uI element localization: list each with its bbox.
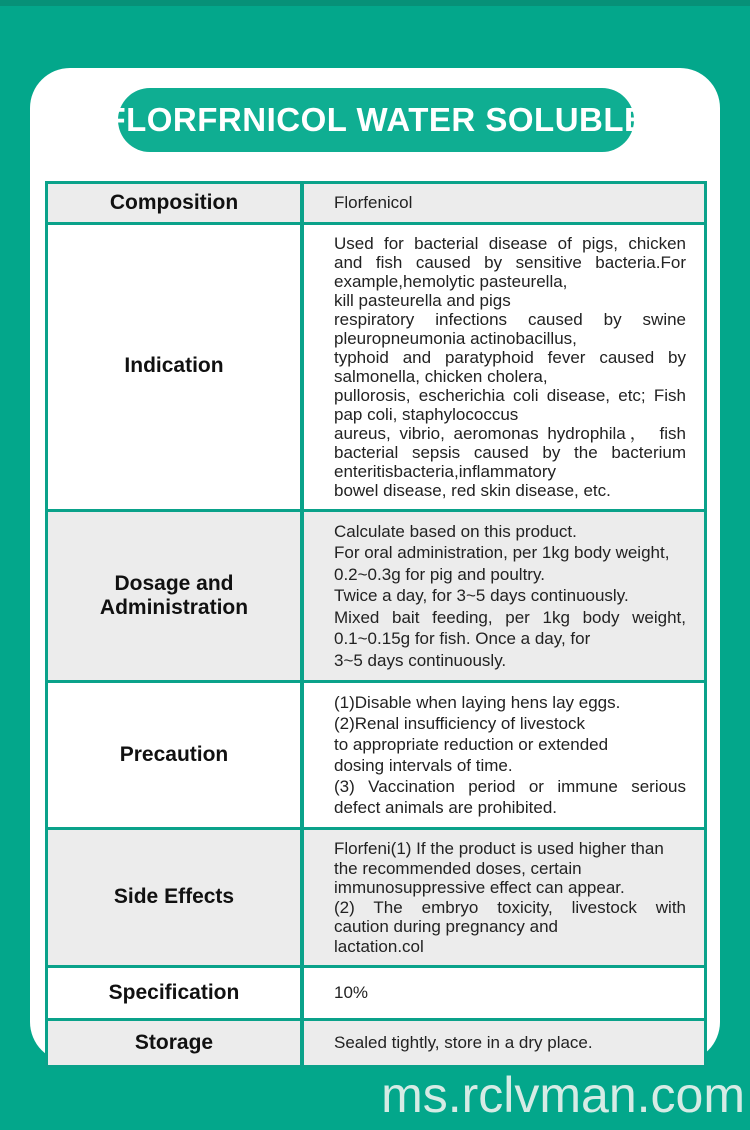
table-row-indication — [48, 225, 704, 509]
text-line: kill pasteurella and pigs — [334, 290, 511, 310]
text-line: to appropriate reduction or extended — [334, 735, 609, 754]
row-value-side-effects — [304, 830, 704, 965]
text-line: Used for bacterial disease of pigs, chicken — [334, 233, 686, 253]
spec-table — [45, 181, 707, 1068]
text-line: 0.1~0.15g for fish. Once a day, for — [334, 629, 591, 648]
text-line: Florfeni(1) If the product is used higher than — [334, 839, 664, 858]
text-line: aureus, vibrio, aeromonas hydrophila， fish — [334, 423, 686, 443]
row-value-storage — [304, 1021, 704, 1065]
title-banner — [105, 88, 647, 152]
text-line: Calculate based on this product. — [334, 521, 577, 541]
text-line: defect animals are prohibited. — [334, 798, 558, 817]
table-row-composition — [48, 184, 704, 222]
text-line: bacterial sepsis caused by the bacterium — [334, 442, 686, 462]
text-line: Sealed tightly, store in a dry place. — [334, 1033, 593, 1053]
top-accent-strip — [0, 0, 750, 6]
text-line: typhoid and paratyphoid fever caused by — [334, 347, 686, 367]
row-label-indication: Indication — [48, 225, 300, 509]
text-line: example,hemolytic pasteurella, — [334, 271, 568, 291]
text-line: Florfenicol — [334, 193, 413, 212]
text-line: dosing intervals of time. — [334, 756, 513, 775]
row-value-indication — [304, 225, 704, 509]
text-line: immunosuppressive effect can appear. — [334, 878, 625, 897]
text-line: respiratory infections caused by swine — [334, 309, 686, 329]
text-line: (3) Vaccination period or immune serious — [334, 777, 686, 796]
row-value-specification — [304, 968, 704, 1018]
table-row-storage — [48, 1021, 704, 1065]
row-label-specification: Specification — [48, 968, 300, 1018]
watermark-url: ms.rclvman.com — [381, 1067, 745, 1123]
text-line: pullorosis, escherichia coli disease, etc; Fish — [334, 385, 686, 405]
text-line: (2) The embryo toxicity, livestock with — [334, 897, 686, 917]
text-line: bowel disease, red skin disease, etc. — [334, 480, 611, 500]
text-line: (1)Disable when laying hens lay eggs. — [334, 693, 621, 712]
table-row-specification — [48, 968, 704, 1018]
text-line: 0.2~0.3g for pig and poultry. — [334, 564, 545, 584]
text-line: For oral administration, per 1kg body weight, — [334, 543, 670, 562]
table-row-side-effects — [48, 830, 704, 965]
text-line: pap coli, staphylococcus — [334, 404, 519, 424]
text-line: salmonella, chicken cholera, — [334, 366, 548, 386]
row-label-side-effects: Side Effects — [48, 830, 300, 965]
text-line: and fish caused by sensitive bacteria.For — [334, 252, 686, 272]
text-line: lactation.col — [334, 936, 424, 956]
page-title: FLORFRNICOL WATER SOLUBLE — [105, 101, 647, 138]
text-line: 10% — [334, 983, 369, 1003]
row-label-dosage-and-administration: Dosage and Administration — [48, 512, 300, 681]
text-line: Mixed bait feeding, per 1kg body weight, — [334, 607, 686, 627]
text-line: Twice a day, for 3~5 days continuously. — [334, 586, 629, 605]
text-line: (2)Renal insufficiency of livestock — [334, 714, 586, 733]
text-line: caution during pregnancy and — [334, 917, 558, 936]
table-row-precaution — [48, 683, 704, 827]
row-label-precaution: Precaution — [48, 683, 300, 827]
row-value-dosage-and-administration — [304, 512, 704, 681]
row-value-precaution — [304, 683, 704, 827]
row-value-composition — [304, 184, 704, 222]
row-label-composition: Composition — [48, 184, 300, 222]
text-line: 3~5 days continuously. — [334, 650, 507, 670]
text-line: enteritisbacteria,inflammatory — [334, 461, 557, 481]
text-line: the recommended doses, certain — [334, 858, 582, 878]
row-label-storage: Storage — [48, 1021, 300, 1065]
table-row-dosage-and-administration — [48, 512, 704, 681]
text-line: pleuropneumonia actinobacillus, — [334, 328, 577, 348]
